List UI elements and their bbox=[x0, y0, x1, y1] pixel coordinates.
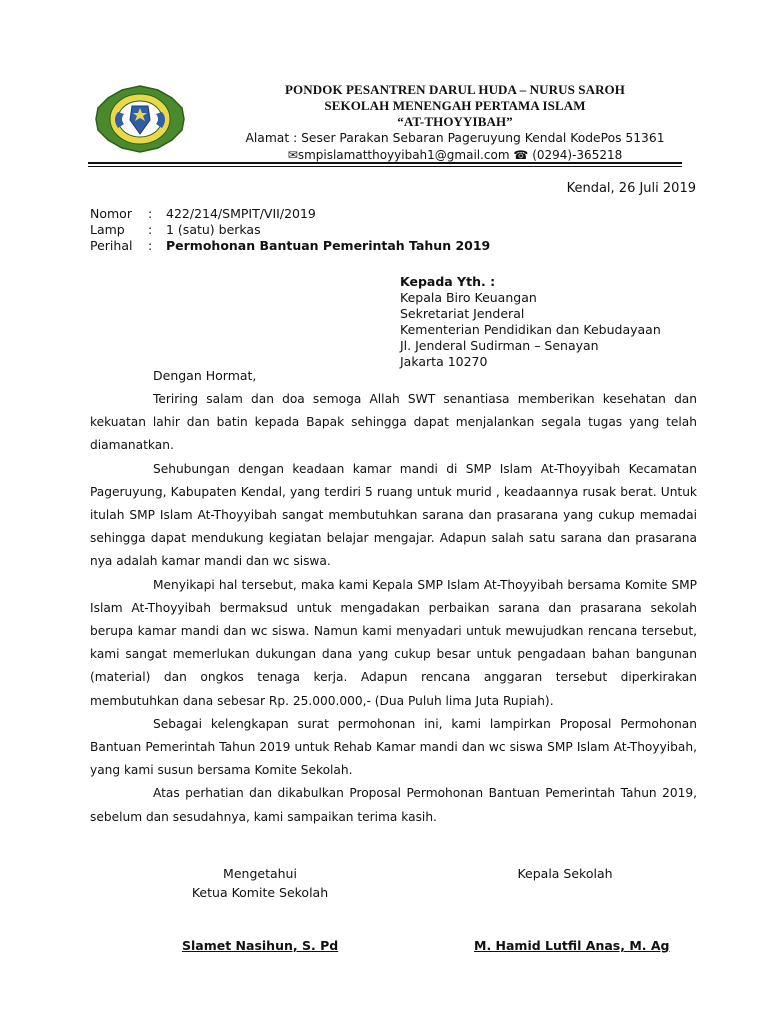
letterhead bbox=[230, 82, 680, 163]
school-email: smpislamatthoyyibah1@gmail.com bbox=[297, 148, 510, 162]
recipient-line: Jakarta 10270 bbox=[400, 354, 488, 369]
body-paragraph: Atas perhatian dan dikabulkan Proposal Permohonan Bantuan Pemerintah Tahun 2019, sebelum dan sesudahnya, kami sampaikan terima kasih. bbox=[90, 786, 697, 824]
meta-key: Lamp bbox=[90, 222, 125, 237]
recipient-block bbox=[400, 274, 661, 370]
phone-icon: ☎ bbox=[513, 148, 529, 162]
contact-line bbox=[230, 147, 680, 163]
school-logo-emblem bbox=[94, 84, 186, 154]
recipient-line: Sekretariat Jenderal bbox=[400, 306, 525, 321]
meta-colon: : bbox=[148, 222, 153, 237]
meta-row-perihal bbox=[90, 238, 490, 254]
meta-row-nomor bbox=[90, 206, 490, 222]
school-name: SEKOLAH MENENGAH PERTAMA ISLAM bbox=[324, 98, 586, 113]
meta-value: Permohonan Bantuan Pemerintah Tahun 2019 bbox=[166, 238, 491, 253]
signature-left bbox=[170, 864, 350, 902]
letterhead-divider-thin bbox=[88, 166, 682, 167]
recipient-line: Kepala Biro Keuangan bbox=[400, 290, 537, 305]
meta-row-lamp bbox=[90, 222, 490, 238]
meta-key: Nomor bbox=[90, 206, 132, 221]
letter-body bbox=[90, 388, 697, 829]
letter-date: Kendal, 26 Juli 2019 bbox=[566, 181, 696, 196]
meta-value: 1 (satu) berkas bbox=[166, 222, 261, 237]
signature-right bbox=[480, 864, 650, 883]
school-subtitle: “AT-THOYYIBAH” bbox=[397, 114, 513, 129]
signatory-right-name: M. Hamid Lutfil Anas, M. Ag bbox=[474, 938, 670, 953]
school-phone: (0294)-365218 bbox=[532, 148, 623, 162]
letterhead-divider-thick bbox=[88, 162, 682, 164]
body-paragraph: Sebagai kelengkapan surat permohonan ini, kami lampirkan Proposal Permohonan Bantuan Pemerintah Tahun 2019 untuk Rehab Kamar mandi dan wc siswa SMP Islam At-Thoyyibah, yang kami susun bersama Komite Sekolah. bbox=[90, 716, 697, 778]
envelope-icon: ✉ bbox=[287, 148, 298, 162]
institution-name: PONDOK PESANTREN DARUL HUDA – NURUS SAROH bbox=[285, 82, 625, 97]
signatory-left-name: Slamet Nasihun, S. Pd bbox=[182, 938, 339, 953]
recipient-heading: Kepada Yth. : bbox=[400, 274, 496, 289]
body-paragraph: Teriring salam dan doa semoga Allah SWT senantiasa memberikan kesehatan dan kekuatan lahir dan batin kepada Bapak sehingga dapat menjalankan segala tugas yang telah diamanatkan. bbox=[90, 392, 697, 453]
body-paragraph: Menyikapi hal tersebut, maka kami Kepala SMP Islam At-Thoyyibah bersama Komite SMP Islam At-Thoyyibah bermaksud untuk mengadakan perbaikan sarana dan prasarana sekolah berupa kamar mandi dan wc siswa. Namun kami menyadari untuk mewujudkan rencana tersebut, kami sangat memerlukan dukungan dana yang cukup besar untuk pengadaan bahan bangunan (material) dan ongkos tenaga kerja. Adapun rencana anggaran tersebut diperkirakan membutuhkan dana sebesar Rp. 25.000.000,- (Dua Puluh lima Juta Rupiah). bbox=[90, 577, 697, 708]
signature-left-label: Mengetahui bbox=[223, 866, 297, 881]
meta-colon: : bbox=[148, 238, 153, 253]
meta-key: Perihal bbox=[90, 238, 133, 253]
school-address: Alamat : Seser Parakan Sebaran Pageruyung Kendal KodePos 51361 bbox=[245, 131, 665, 145]
meta-colon: : bbox=[148, 206, 153, 221]
signature-left-role: Ketua Komite Sekolah bbox=[191, 885, 329, 900]
body-paragraph: Sehubungan dengan keadaan kamar mandi di SMP Islam At-Thoyyibah Kecamatan Pageruyung, Kabupaten Kendal, yang terdiri 5 ruang untuk murid , keadaannya rusak berat. Untuk itulah SMP Islam At-Thoyyibah sangat membutuhkan sarana dan prasarana yang cukup memadai sehingga dapat mendukung kegiatan belajar mengajar. Adapun salah satu sarana dan prasarana nya adalah kamar mandi dan wc siswa. bbox=[90, 461, 697, 569]
greeting: Dengan Hormat, bbox=[153, 368, 257, 383]
meta-value: 422/214/SMPIT/VII/2019 bbox=[166, 206, 316, 221]
recipient-line: Kementerian Pendidikan dan Kebudayaan bbox=[400, 322, 661, 337]
signature-right-role: Kepala Sekolah bbox=[517, 866, 613, 881]
letter-meta bbox=[90, 206, 490, 254]
recipient-line: Jl. Jenderal Sudirman – Senayan bbox=[400, 338, 599, 353]
